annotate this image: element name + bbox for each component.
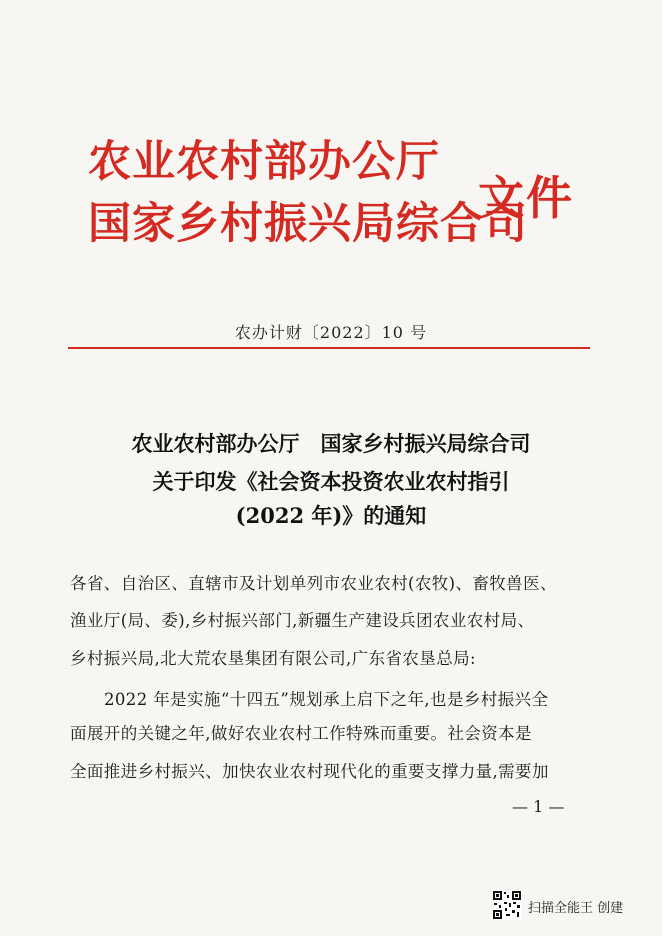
title-line-2: 关于印发《社会资本投资农业农村指引 bbox=[152, 469, 510, 494]
body-line: 渔业厅(局、委),乡村振兴部门,新疆生产建设兵团农业农村局、 bbox=[70, 611, 535, 630]
title-line-1: 农业农村部办公厅 国家乡村振兴局综合司 bbox=[131, 431, 531, 456]
page-number: — 1 — bbox=[512, 797, 565, 816]
title-line-3: (2022 年)》的通知 bbox=[235, 503, 427, 528]
document-word: 文件 bbox=[478, 171, 574, 225]
body-line: 各省、自治区、直辖市及计划单列市农业农村(农牧)、畜牧兽医、 bbox=[70, 574, 557, 593]
document-number: 农办计财〔2022〕10 号 bbox=[234, 323, 428, 342]
body-line: 全面推进乡村振兴、加快农业农村现代化的重要支撑力量,需要加 bbox=[70, 762, 549, 781]
body-line: 2022 年是实施“十四五”规划承上启下之年,也是乡村振兴全 bbox=[104, 690, 549, 709]
body-line: 面展开的关键之年,做好农业农村工作特殊而重要。社会资本是 bbox=[70, 724, 532, 743]
issuer-line-1: 农业农村部办公厅 bbox=[88, 137, 440, 187]
red-divider bbox=[68, 347, 590, 349]
issuer-line-2: 国家乡村振兴局综合司 bbox=[88, 199, 528, 249]
scanner-watermark-label: 扫描全能王 创建 bbox=[528, 901, 624, 916]
qr-code-icon bbox=[492, 890, 522, 920]
body-line: 乡村振兴局,北大荒农垦集团有限公司,广东省农垦总局: bbox=[70, 649, 476, 668]
